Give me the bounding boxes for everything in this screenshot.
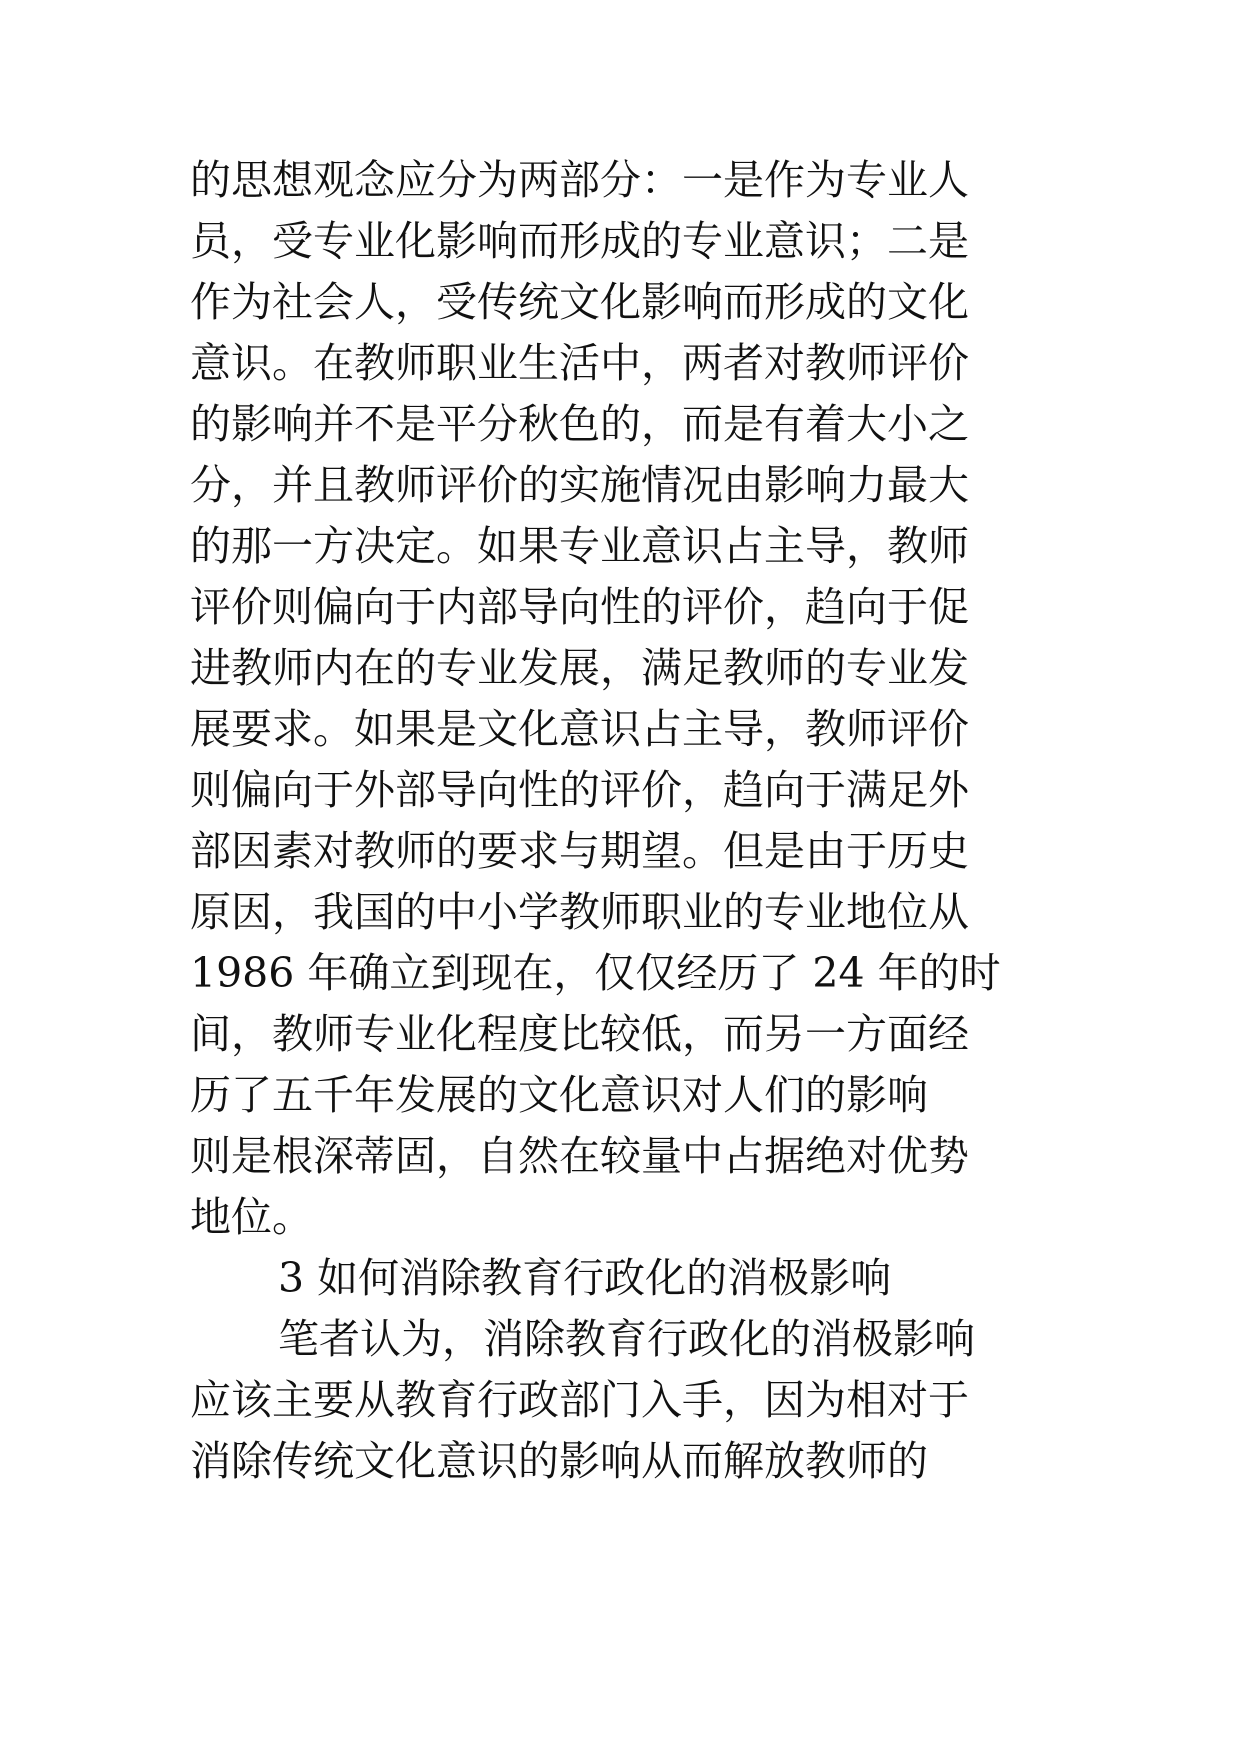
text-line: 评价则偏向于内部导向性的评价，趋向于促 <box>190 583 969 631</box>
text-line: 的思想观念应分为两部分：一是作为专业人 <box>190 156 969 204</box>
text-line: 间，教师专业化程度比较低，而另一方面经 <box>190 1010 969 1058</box>
text-line: 应该主要从教育行政部门入手，因为相对于 <box>190 1376 969 1424</box>
text-line: 则偏向于外部导向性的评价，趋向于满足外 <box>190 766 969 814</box>
text-line: 1986 年确立到现在，仅仅经历了 24 年的时 <box>190 949 1001 997</box>
text-line: 展要求。如果是文化意识占主导，教师评价 <box>190 705 969 753</box>
text-line: 的影响并不是平分秋色的，而是有着大小之 <box>190 400 969 448</box>
body-text <box>190 150 1070 1492</box>
text-line: 部因素对教师的要求与期望。但是由于历史 <box>190 827 969 875</box>
text-line: 则是根深蒂固，自然在较量中占据绝对优势 <box>190 1132 969 1180</box>
text-line: 原因，我国的中小学教师职业的专业地位从 <box>190 888 969 936</box>
text-line: 笔者认为，消除教育行政化的消极影响 <box>278 1315 975 1363</box>
text-line: 作为社会人，受传统文化影响而形成的文化 <box>190 278 969 326</box>
text-line: 意识。在教师职业生活中，两者对教师评价 <box>190 339 969 387</box>
text-line: 分，并且教师评价的实施情况由影响力最大 <box>190 461 969 509</box>
text-line: 员，受专业化影响而形成的专业意识；二是 <box>190 217 969 265</box>
text-line: 历了五千年发展的文化意识对人们的影响 <box>190 1071 928 1119</box>
text-line: 进教师内在的专业发展，满足教师的专业发 <box>190 644 969 692</box>
text-line: 的那一方决定。如果专业意识占主导，教师 <box>190 522 969 570</box>
text-line: 消除传统文化意识的影响从而解放教师的 <box>190 1437 928 1485</box>
text-line: 地位。 <box>190 1193 313 1241</box>
section-heading: 3 如何消除教育行政化的消极影响 <box>278 1254 892 1302</box>
